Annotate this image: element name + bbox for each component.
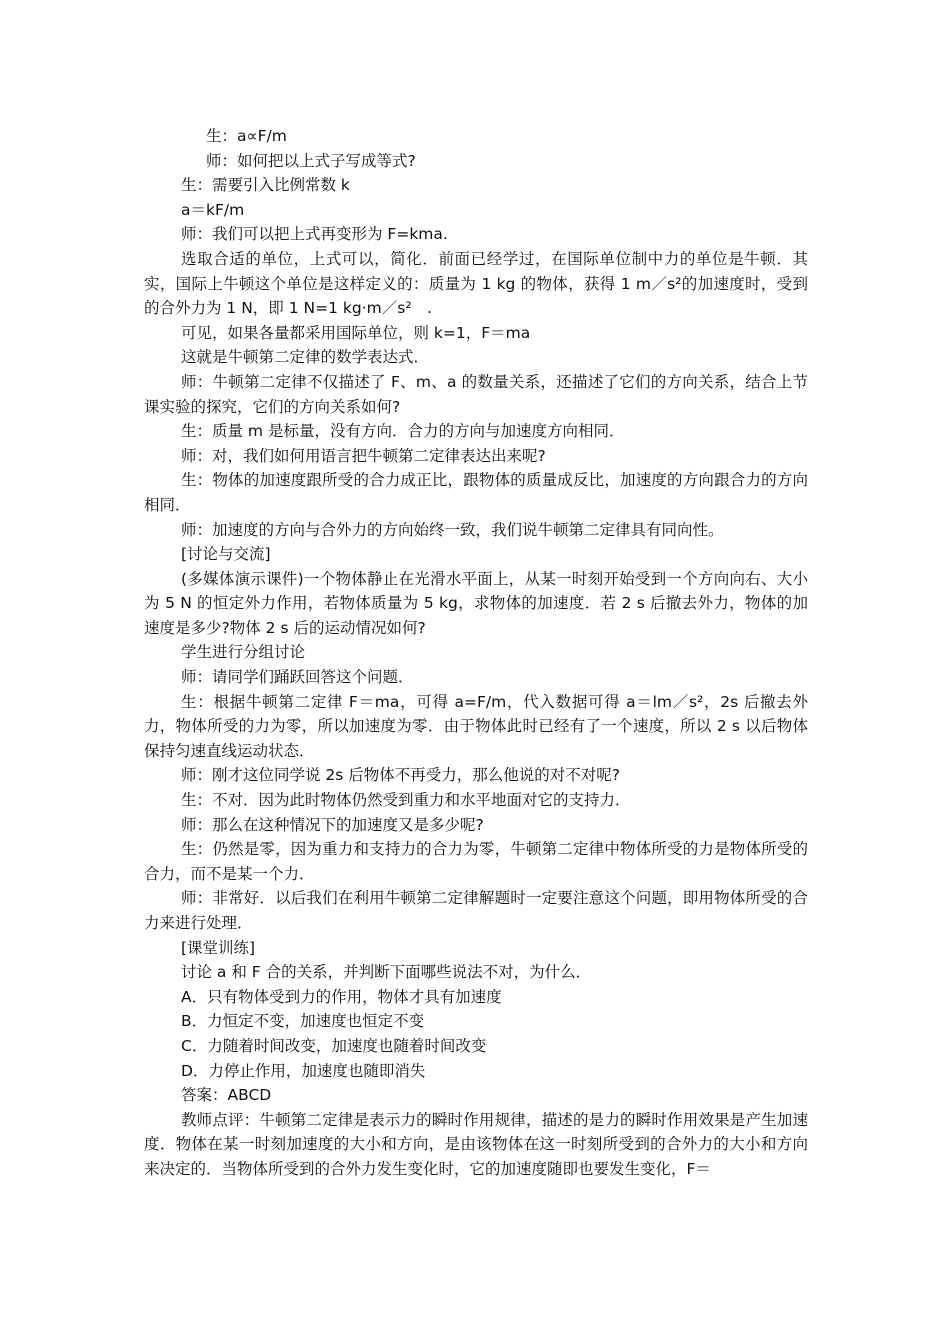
paragraph-teacher-praise: 师：非常好．以后我们在利用牛顿第二定律解题时一定要注意这个问题，即用物体所受的合力来进行处理． [144, 889, 808, 932]
paragraph-teacher-follow-up: 师：刚才这位同学说 2s 后物体不再受力，那么他说的对不对呢? [181, 766, 621, 785]
paragraph-net-force-answer: 生：仍然是零，因为重力和支持力的合力为零，牛顿第二定律中物体所受的力是物体所受的合力，而不是某一个力． [144, 840, 808, 883]
paragraph-group-discussion: 学生进行分组讨论 [181, 643, 306, 662]
paragraph-student-correction: 生：不对．因为此时物体仍然受到重力和水平地面对它的支持力． [181, 791, 631, 810]
paragraph-student-constant: 生：需要引入比例常数 k [181, 176, 350, 195]
paragraph-practice-prompt: 讨论 a 和 F 合的关系，并判断下面哪些说法不对，为什么． [181, 963, 592, 982]
document-body [144, 124, 808, 1182]
paragraph-law-statement: 生：物体的加速度跟所受的合力成正比，跟物体的质量成反比，加速度的方向跟合力的方向相同． [144, 471, 808, 514]
paragraph-answer: 答案：ABCD [181, 1086, 272, 1105]
paragraph-direction-question: 师：牛顿第二定律不仅描述了 F、m、a 的数量关系，还描述了它们的方向关系，结合上节课实验的探究，它们的方向关系如何? [144, 372, 808, 416]
paragraph-teacher-question-equation: 师：如何把以上式子写成等式? [206, 151, 416, 170]
paragraph-acceleration-question: 师：那么在这种情况下的加速度又是多少呢? [181, 815, 484, 834]
paragraph-math-expression: 这就是牛顿第二定律的数学表达式． [181, 348, 430, 367]
paragraph-mass-scalar: 生：质量 m 是标量，没有方向．合力的方向与加速度方向相同． [181, 422, 625, 441]
paragraph-student-proportion: 生：a∝F/m [206, 127, 287, 145]
paragraph-express-law: 师：对，我们如何用语言把牛顿第二定律表达出来呢? [181, 446, 546, 465]
paragraph-problem: (多媒体演示课件)一个物体静止在光滑水平面上，从某一时刻开始受到一个方向向右、大小为 5 N 的恒定外力作用，若物体质量为 5 kg，求物体的加速度．若 2 s 后撤去外力，物体的加速度是多少?物体 2 s 后的运动情况如何? [144, 569, 808, 637]
option-d: D．力停止作用，加速度也随即消失 [181, 1061, 426, 1080]
paragraph-unit-definition: 选取合适的单位，上式可以，简化．前面已经学过，在国际单位制中力的单位是牛顿．其实，国际上牛顿这个单位是这样定义的：质量为 1 kg 的物体，获得 1 m／s²的加速度时，受到的合外力为 1 N，即 1 N=1 kg·m／s² . [144, 249, 808, 318]
section-heading-discussion: [讨论与交流] [181, 545, 271, 564]
paragraph-teacher-transform: 师：我们可以把上式再变形为 F=kma. [181, 225, 448, 244]
paragraph-teacher-comment: 教师点评：牛顿第二定律是表示力的瞬时作用规律，描述的是力的瞬时作用效果是产生加速度．物体在某一时刻加速度的大小和方向，是由该物体在这一时刻所受到的合外力的大小和方向来决定的．当物体所受到的合外力发生变化时，它的加速度随即也要发生变化，F＝ [144, 1110, 808, 1178]
option-a: A．只有物体受到力的作用，物体才具有加速度 [181, 987, 502, 1006]
paragraph-invite-answer: 师：请同学们踊跃回答这个问题． [181, 668, 414, 687]
section-heading-practice: [课堂训练] [181, 938, 256, 957]
paragraph-same-direction: 师：加速度的方向与合外力的方向始终一致，我们说牛顿第二定律具有同向性。 [181, 520, 724, 539]
option-b: B．力恒定不变，加速度也恒定不变 [181, 1012, 425, 1031]
paragraph-student-answer: 生：根据牛顿第二定律 F＝ma，可得 a=F/m，代入数据可得 a＝lm／s²，2s 后撤去外力，物体所受的力为零，所以加速度为零．由于物体此时已经有了一个速度，所以 2 s 以后物体保持匀速直线运动状态． [144, 692, 808, 760]
option-c: C．力随着时间改变，加速度也随着时间改变 [181, 1036, 487, 1055]
paragraph-formula: a＝kF/m [181, 200, 245, 219]
paragraph-k-equals-one: 可见，如果各量都采用国际单位，则 k=1，F＝ma [181, 323, 531, 342]
